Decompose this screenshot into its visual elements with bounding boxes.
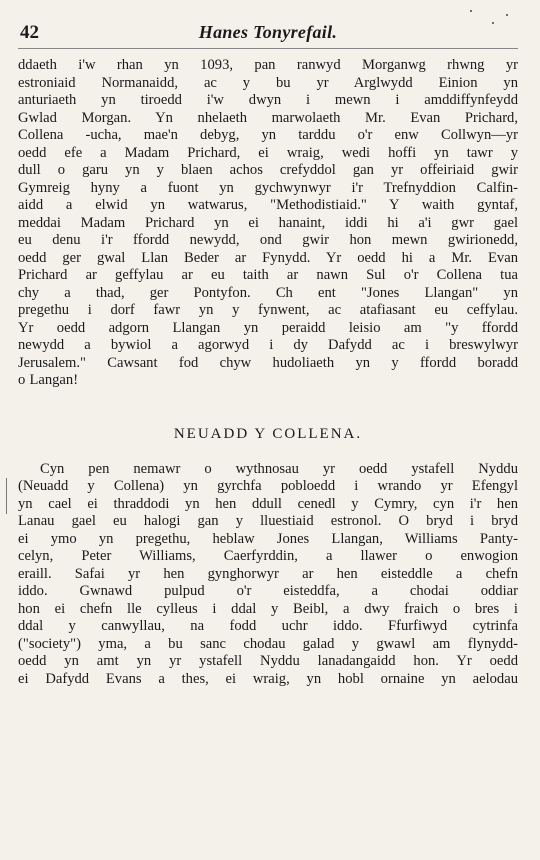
text-line: oedd efe a Madam Prichard, ei wraig, wedi hoffi yn tawr y [18,144,518,161]
text-line: Lanau gael eu halogi gan y lluestiaid estronol. O bryd i bryd [18,513,518,529]
text-line: Prichard ar geffylau ar eu taith ar nawn Sul o'r Collena tua [18,267,518,283]
scan-speck [470,10,472,12]
text-line: eraill. Safai yr hen gynghorwyr ar hen eisteddle a chefn [18,565,518,582]
text-line: estroniaid Normanaidd, ac y bu yr Arglwydd Einion yn [18,74,518,91]
running-title: Hanes Tonyrefail. [198,22,338,42]
text-line: aidd a elwid yn watwarus, "Methodistiaid." Y waith gyntaf, [18,197,518,213]
page-number: 42 [20,22,39,43]
scan-speck [492,22,494,24]
text-line: oedd ger gwal Llan Beder ar Fynydd. Yr oedd hi a Mr. Evan [18,249,518,266]
page-header [18,18,518,49]
scan-speck [506,14,508,16]
text-line: Yr oedd adgorn Llangan yn peraidd leisio am "y ffordd [18,319,518,336]
text-line: yn cael ei thraddodi yn hen ddull cenedl y Cymry, cyn i'r hen [18,495,518,512]
text-line: Gwlad Morgan. Yn nhelaeth marwolaeth Mr. Evan Prichard, [18,109,518,126]
text-line: anturiaeth yn tiroedd i'w dwyn i mewn i amddiffynfeydd [18,92,518,108]
text-line: iddo. Gwnawd pulpud o'r eisteddfa, a chodai oddiar [18,583,518,599]
text-line: ei Dafydd Evans a thes, ei wraig, yn hobl ornaine yn aelodau [18,670,518,687]
text-line: Cyn pen nemawr o wythnosau yr oedd ystafell Nyddu [40,460,518,477]
section-heading: NEUADD Y COLLENA. [173,425,363,442]
text-line: ddaeth i'w rhan yn 1093, pan ranwyd Morganwg rhwng yr [18,57,518,73]
text-line: oedd yn amt yn yr ystafell Nyddu lanadangaidd hon. Yr oedd [18,653,518,669]
text-line: chy a thad, ger Pontyfon. Ch ent "Jones Llangan" yn [18,284,518,301]
text-line: pregethu i dorf fawr yn y fynwent, ac atafiasant eu ceffylau. [18,302,518,318]
paragraph-1 [18,57,518,390]
text-line: Gymreig hyny a fuont yn gychwynwyr i'r Trefnyddion Calfin- [18,179,518,196]
text-line: Collena -ucha, mae'n debyg, yn tarddu o'r enw Collwyn—yr [18,127,518,143]
text-line: Jerusalem." Cawsant fod chyw hudoliaeth yn y ffordd boradd [18,354,518,371]
text-line: o Langan! [18,372,79,388]
text-line: ei ymo yn pregethu, heblaw Jones Llangan, Williams Panty- [18,530,518,547]
text-line: newydd a bywiol a agorwyd i dy Dafydd ac i breswylwyr [18,337,518,353]
text-line: (Neuadd y Collena) yn gyrchfa pobloedd i wrando yr Efengyl [18,478,518,494]
scan-margin-mark [6,478,7,514]
text-line: hon ei chefn lle cylleus i ddal y Beibl, a dwy fraich o bres i [18,600,518,617]
paragraph-2 [18,461,518,689]
text-line: meddai Madam Prichard yn ei hanaint, iddi hi a'i gwr gael [18,214,518,231]
text-line: ddal y canwyllau, na fodd uchr iddo. Ffurfiwyd cytrinfa [18,618,518,634]
text-line: ("society") yma, a bu sanc chodau galad y gwawl am flynydd- [18,635,518,652]
text-line: eu denu i'r ffordd newydd, ond gwir hon mewn gwirionedd, [18,232,518,248]
text-line: celyn, Peter Williams, Caerfyrddin, a llawer o enwogion [18,548,518,564]
text-line: dull o garu yn y blaen achos crefyddol gan yr offeiriaid gwir [18,162,518,178]
